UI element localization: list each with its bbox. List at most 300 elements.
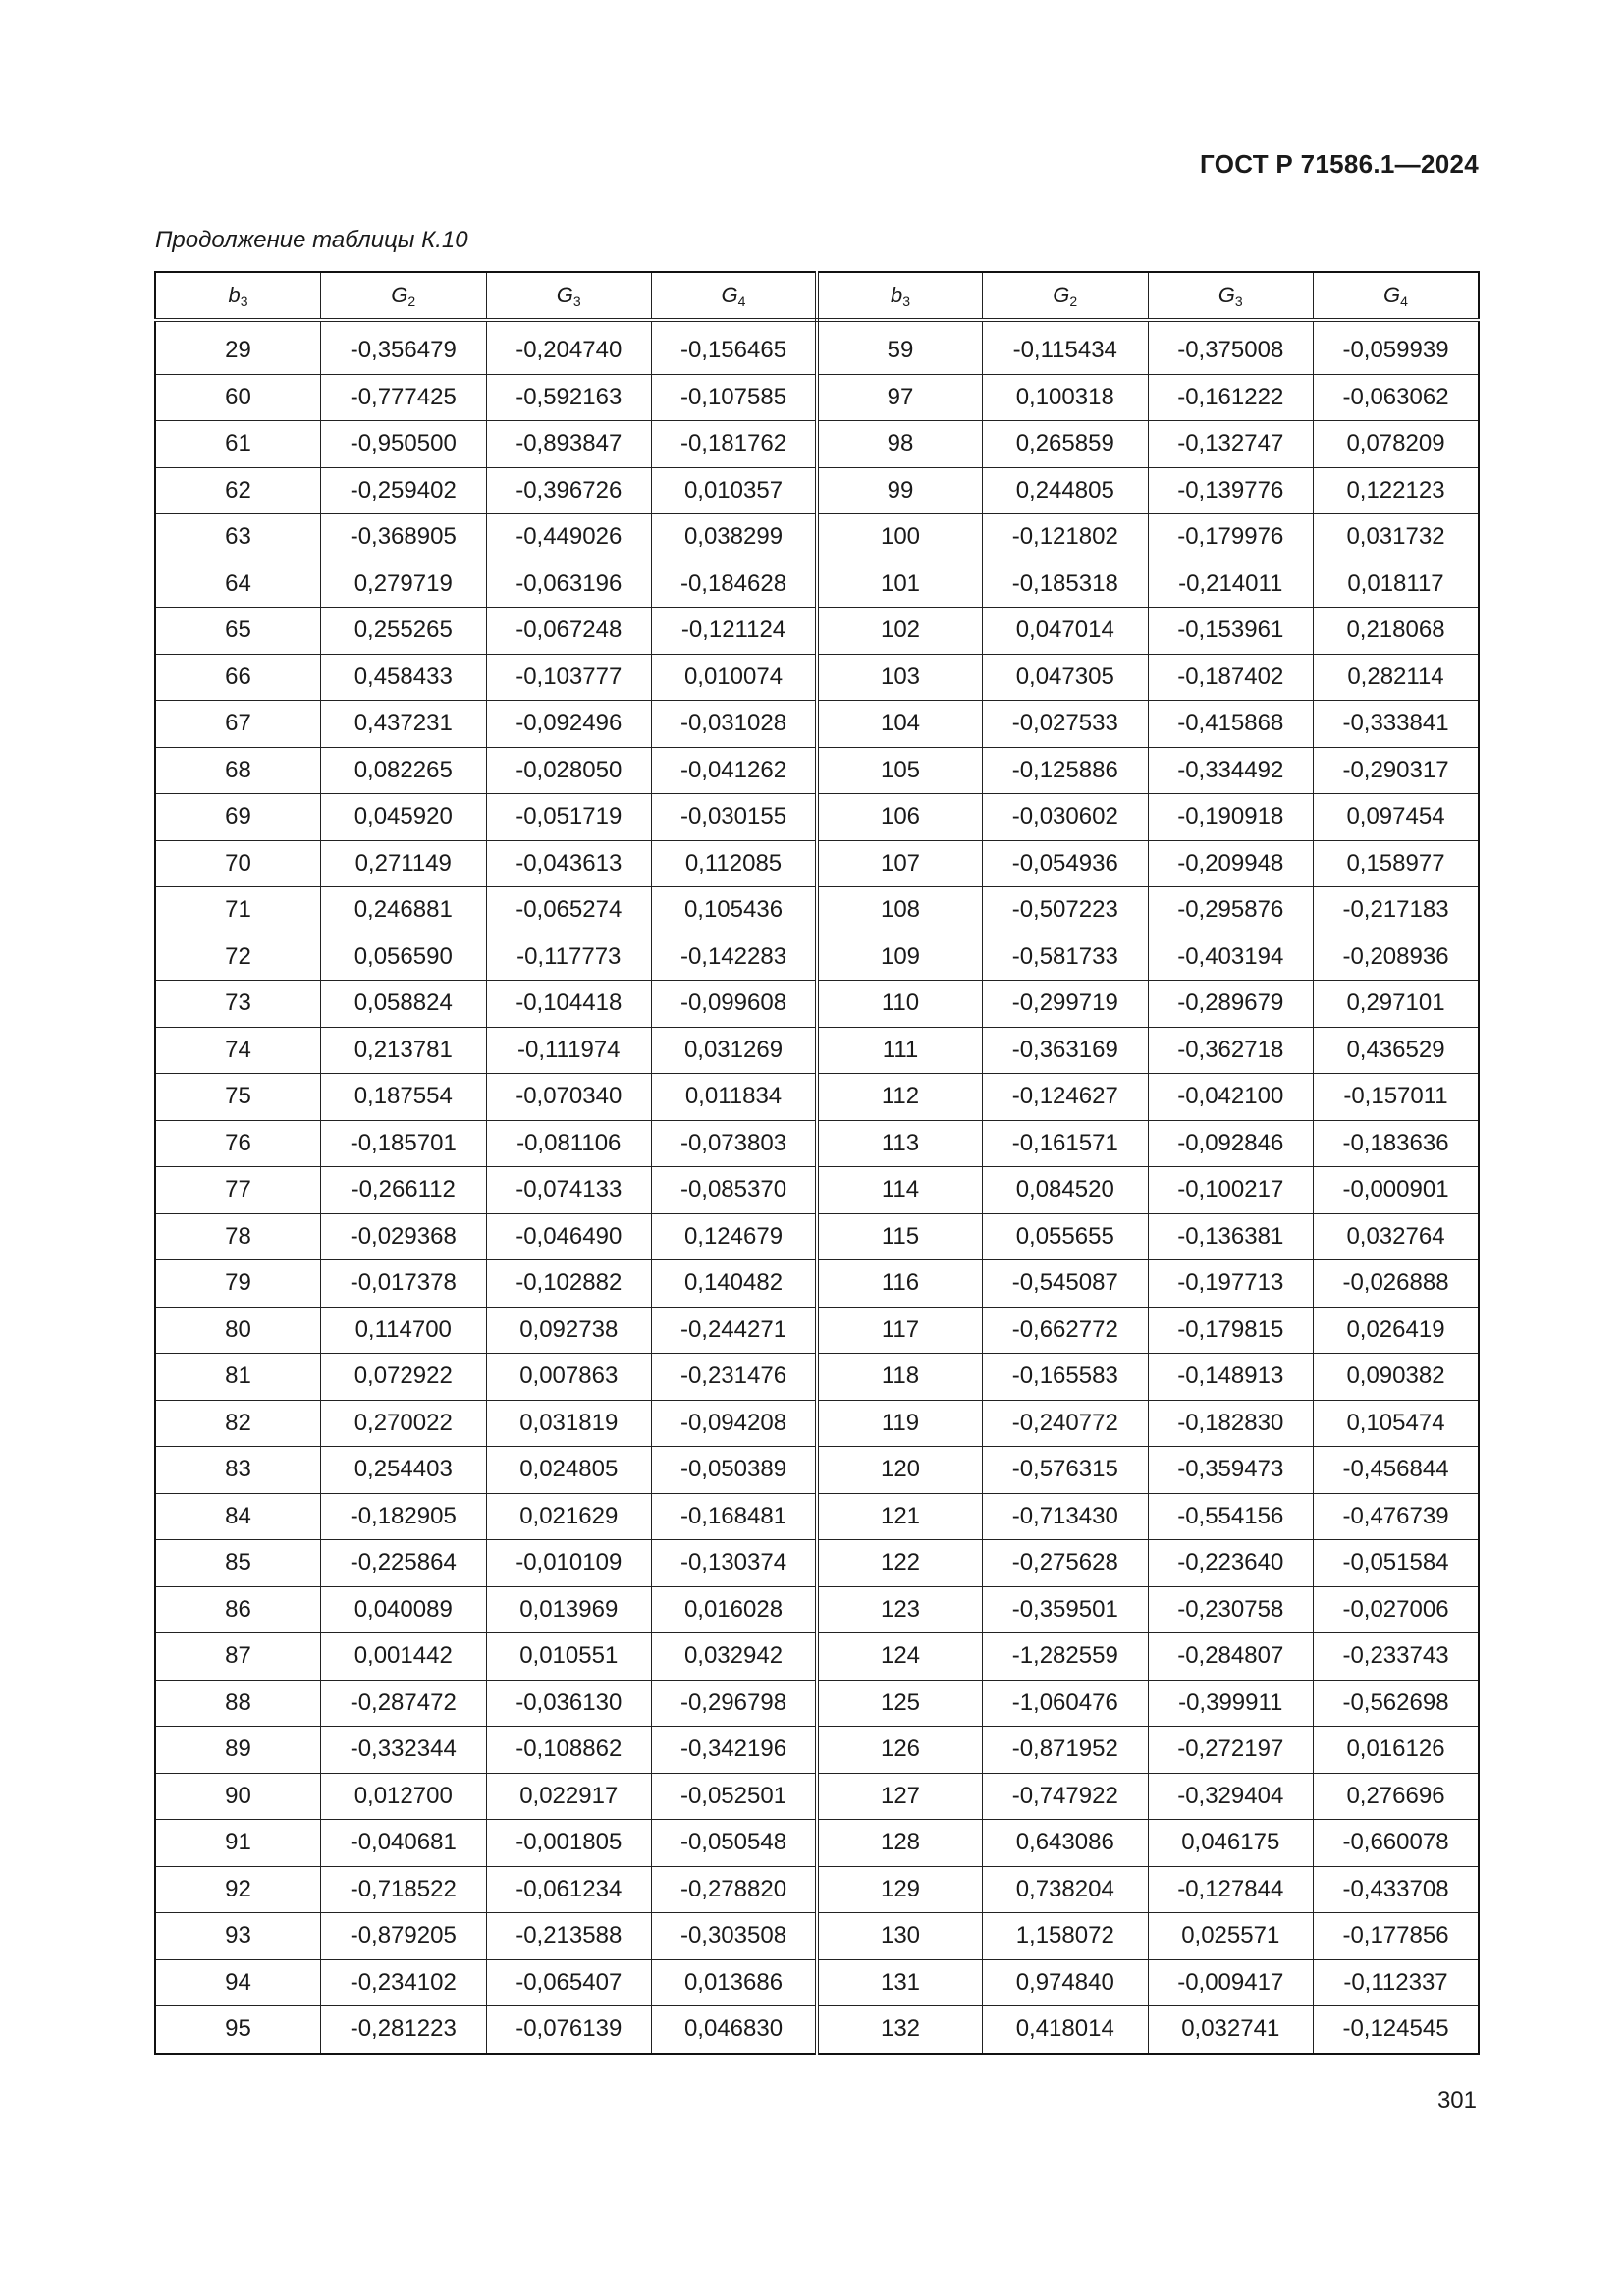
table-cell: -0,272197 xyxy=(1148,1727,1314,1774)
table-row xyxy=(155,561,1479,608)
table-cell: -0,092496 xyxy=(486,701,652,748)
table-cell: 0,255265 xyxy=(321,608,487,655)
table-cell: -0,161571 xyxy=(983,1120,1149,1167)
table-cell: 0,114700 xyxy=(321,1307,487,1354)
table-cell: 118 xyxy=(817,1354,983,1401)
table-cell: 65 xyxy=(155,608,321,655)
table-cell: -0,102882 xyxy=(486,1260,652,1308)
table-row xyxy=(155,1120,1479,1167)
table-cell: -0,009417 xyxy=(1148,1959,1314,2006)
table-cell: 59 xyxy=(817,320,983,374)
table-cell: -0,368905 xyxy=(321,514,487,561)
table-cell: -0,100217 xyxy=(1148,1167,1314,1214)
table-cell: -0,562698 xyxy=(1314,1680,1480,1727)
table-cell: 122 xyxy=(817,1540,983,1587)
table-cell: 67 xyxy=(155,701,321,748)
table-cell: -0,660078 xyxy=(1314,1820,1480,1867)
table-cell: -0,070340 xyxy=(486,1074,652,1121)
table-cell: 71 xyxy=(155,887,321,934)
table-cell: 68 xyxy=(155,747,321,794)
table-cell: 0,011834 xyxy=(652,1074,818,1121)
table-cell: 87 xyxy=(155,1633,321,1681)
table-cell: -0,303508 xyxy=(652,1913,818,1960)
table-cell: -0,259402 xyxy=(321,467,487,514)
table-cell: -0,111974 xyxy=(486,1027,652,1074)
table-cell: -0,342196 xyxy=(652,1727,818,1774)
table-cell: 0,032942 xyxy=(652,1633,818,1681)
table-cell: -0,356479 xyxy=(321,320,487,374)
table-cell: -0,554156 xyxy=(1148,1493,1314,1540)
table-cell: -0,290317 xyxy=(1314,747,1480,794)
table-cell: -0,190918 xyxy=(1148,794,1314,841)
table-cell: -0,148913 xyxy=(1148,1354,1314,1401)
table-cell: 0,024805 xyxy=(486,1447,652,1494)
table-cell: 78 xyxy=(155,1213,321,1260)
table-cell: -0,284807 xyxy=(1148,1633,1314,1681)
table-cell: 110 xyxy=(817,981,983,1028)
table-cell: -0,104418 xyxy=(486,981,652,1028)
table-cell: 114 xyxy=(817,1167,983,1214)
table-cell: -0,121124 xyxy=(652,608,818,655)
table-cell: -0,067248 xyxy=(486,608,652,655)
table-cell: 102 xyxy=(817,608,983,655)
table-cell: -0,713430 xyxy=(983,1493,1149,1540)
table-cell: -0,576315 xyxy=(983,1447,1149,1494)
table-cell: 82 xyxy=(155,1400,321,1447)
table-cell: 0,643086 xyxy=(983,1820,1149,1867)
column-header: $G_3$ xyxy=(1148,272,1314,320)
table-cell: 113 xyxy=(817,1120,983,1167)
table-cell: -0,296798 xyxy=(652,1680,818,1727)
table-cell: -0,001805 xyxy=(486,1820,652,1867)
table-cell: 0,010551 xyxy=(486,1633,652,1681)
table-cell: 0,013686 xyxy=(652,1959,818,2006)
table-cell: -0,051719 xyxy=(486,794,652,841)
table-cell: -0,545087 xyxy=(983,1260,1149,1308)
table-row xyxy=(155,1773,1479,1820)
table-cell: 61 xyxy=(155,421,321,468)
table-cell: 117 xyxy=(817,1307,983,1354)
table-cell: 123 xyxy=(817,1586,983,1633)
table-cell: 92 xyxy=(155,1866,321,1913)
table-row xyxy=(155,1727,1479,1774)
table-cell: 101 xyxy=(817,561,983,608)
table-cell: -0,950500 xyxy=(321,421,487,468)
table-cell: 64 xyxy=(155,561,321,608)
table-cell: -0,092846 xyxy=(1148,1120,1314,1167)
table-cell: -0,125886 xyxy=(983,747,1149,794)
table-cell: 99 xyxy=(817,467,983,514)
table-cell: -0,244271 xyxy=(652,1307,818,1354)
table-cell: -0,289679 xyxy=(1148,981,1314,1028)
table-cell: 129 xyxy=(817,1866,983,1913)
table-cell: -0,181762 xyxy=(652,421,818,468)
document-code: ГОСТ Р 71586.1—2024 xyxy=(1200,149,1479,179)
table-cell: 69 xyxy=(155,794,321,841)
table-cell: -0,581733 xyxy=(983,934,1149,981)
table-cell: -0,161222 xyxy=(1148,374,1314,421)
table-cell: 95 xyxy=(155,2006,321,2054)
table-cell: 0,213781 xyxy=(321,1027,487,1074)
table-cell: 0,016028 xyxy=(652,1586,818,1633)
table-cell: -0,026888 xyxy=(1314,1260,1480,1308)
table-cell: 0,265859 xyxy=(983,421,1149,468)
table-cell: 0,055655 xyxy=(983,1213,1149,1260)
table-cell: -0,094208 xyxy=(652,1400,818,1447)
table-cell: 0,072922 xyxy=(321,1354,487,1401)
table-cell: 94 xyxy=(155,1959,321,2006)
table-cell: -0,275628 xyxy=(983,1540,1149,1587)
table-cell: -0,156465 xyxy=(652,320,818,374)
table-cell: 0,418014 xyxy=(983,2006,1149,2054)
table-cell: -0,375008 xyxy=(1148,320,1314,374)
table-cell: -0,112337 xyxy=(1314,1959,1480,2006)
table-cell: 0,010357 xyxy=(652,467,818,514)
table-cell: -0,332344 xyxy=(321,1727,487,1774)
table-cell: -0,139776 xyxy=(1148,467,1314,514)
table-cell: -0,185701 xyxy=(321,1120,487,1167)
table-cell: -0,197713 xyxy=(1148,1260,1314,1308)
table-row xyxy=(155,1447,1479,1494)
table-cell: 0,246881 xyxy=(321,887,487,934)
table-cell: -0,059939 xyxy=(1314,320,1480,374)
table-cell: -0,052501 xyxy=(652,1773,818,1820)
table-cell: 0,021629 xyxy=(486,1493,652,1540)
table-cell: 116 xyxy=(817,1260,983,1308)
table-cell: 1,158072 xyxy=(983,1913,1149,1960)
table-cell: 0,038299 xyxy=(652,514,818,561)
table-cell: -0,121802 xyxy=(983,514,1149,561)
column-header: $b_3$ xyxy=(817,272,983,320)
table-cell: -0,359473 xyxy=(1148,1447,1314,1494)
table-cell: 0,436529 xyxy=(1314,1027,1480,1074)
table-cell: 0,016126 xyxy=(1314,1727,1480,1774)
table-row xyxy=(155,1213,1479,1260)
table-cell: -0,136381 xyxy=(1148,1213,1314,1260)
table-cell: -0,027533 xyxy=(983,701,1149,748)
table-cell: 0,026419 xyxy=(1314,1307,1480,1354)
table-cell: 112 xyxy=(817,1074,983,1121)
table-row xyxy=(155,1167,1479,1214)
table-row xyxy=(155,1400,1479,1447)
table-row xyxy=(155,654,1479,701)
table-row xyxy=(155,320,1479,374)
table-cell: -0,217183 xyxy=(1314,887,1480,934)
table-cell: -0,225864 xyxy=(321,1540,487,1587)
table-cell: -0,065274 xyxy=(486,887,652,934)
table-cell: -0,185318 xyxy=(983,561,1149,608)
table-cell: -0,433708 xyxy=(1314,1866,1480,1913)
table-cell: 98 xyxy=(817,421,983,468)
table-row xyxy=(155,701,1479,748)
table-row xyxy=(155,1493,1479,1540)
table-cell: -0,299719 xyxy=(983,981,1149,1028)
table-cell: -0,747922 xyxy=(983,1773,1149,1820)
table-cell: 106 xyxy=(817,794,983,841)
table-cell: -0,208936 xyxy=(1314,934,1480,981)
table-cell: -0,076139 xyxy=(486,2006,652,2054)
table-cell: -0,132747 xyxy=(1148,421,1314,468)
table-cell: -1,282559 xyxy=(983,1633,1149,1681)
table-cell: -0,187402 xyxy=(1148,654,1314,701)
table-row xyxy=(155,1959,1479,2006)
table-cell: -0,063062 xyxy=(1314,374,1480,421)
table-cell: 0,218068 xyxy=(1314,608,1480,655)
table-cell: -0,177856 xyxy=(1314,1913,1480,1960)
table-row xyxy=(155,514,1479,561)
table-cell: -0,108862 xyxy=(486,1727,652,1774)
table-cell: -0,718522 xyxy=(321,1866,487,1913)
table-cell: -0,103777 xyxy=(486,654,652,701)
table-cell: -0,074133 xyxy=(486,1167,652,1214)
table-cell: 91 xyxy=(155,1820,321,1867)
table-cell: 0,112085 xyxy=(652,840,818,887)
table-cell: -0,287472 xyxy=(321,1680,487,1727)
table-cell: 0,012700 xyxy=(321,1773,487,1820)
table-row xyxy=(155,1074,1479,1121)
table-cell: -0,415868 xyxy=(1148,701,1314,748)
table-row xyxy=(155,1354,1479,1401)
table-cell: 84 xyxy=(155,1493,321,1540)
table-cell: 0,271149 xyxy=(321,840,487,887)
header-row xyxy=(155,272,1479,320)
table-cell: -0,042100 xyxy=(1148,1074,1314,1121)
table-cell: 0,187554 xyxy=(321,1074,487,1121)
column-header: $G_4$ xyxy=(652,272,818,320)
table-cell: -0,117773 xyxy=(486,934,652,981)
column-header: $G_2$ xyxy=(983,272,1149,320)
table-cell: 0,045920 xyxy=(321,794,487,841)
table-cell: -0,099608 xyxy=(652,981,818,1028)
table-cell: -0,030155 xyxy=(652,794,818,841)
table-cell: 119 xyxy=(817,1400,983,1447)
table-cell: 0,244805 xyxy=(983,467,1149,514)
table-caption: Продолжение таблицы К.10 xyxy=(155,227,468,253)
table-cell: -0,085370 xyxy=(652,1167,818,1214)
table-cell: -0,043613 xyxy=(486,840,652,887)
table-cell: -0,027006 xyxy=(1314,1586,1480,1633)
table-cell: -0,182905 xyxy=(321,1493,487,1540)
table-cell: 105 xyxy=(817,747,983,794)
table-cell: 29 xyxy=(155,320,321,374)
table-cell: -0,153961 xyxy=(1148,608,1314,655)
table-cell: -0,329404 xyxy=(1148,1773,1314,1820)
table-cell: 131 xyxy=(817,1959,983,2006)
table-cell: -0,507223 xyxy=(983,887,1149,934)
table-cell: 115 xyxy=(817,1213,983,1260)
table-cell: 0,124679 xyxy=(652,1213,818,1260)
table-cell: -0,777425 xyxy=(321,374,487,421)
table-row xyxy=(155,374,1479,421)
table-cell: -0,168481 xyxy=(652,1493,818,1540)
table-cell: -0,142283 xyxy=(652,934,818,981)
table-cell: 109 xyxy=(817,934,983,981)
table-cell: 0,100318 xyxy=(983,374,1149,421)
table-cell: 74 xyxy=(155,1027,321,1074)
table-cell: -0,028050 xyxy=(486,747,652,794)
table-row xyxy=(155,421,1479,468)
table-cell: 0,097454 xyxy=(1314,794,1480,841)
table-cell: 0,140482 xyxy=(652,1260,818,1308)
table-cell: -0,223640 xyxy=(1148,1540,1314,1587)
table-cell: 0,282114 xyxy=(1314,654,1480,701)
table-cell: -0,399911 xyxy=(1148,1680,1314,1727)
table-cell: 0,092738 xyxy=(486,1307,652,1354)
table-cell: 73 xyxy=(155,981,321,1028)
table-cell: -0,046490 xyxy=(486,1213,652,1260)
table-cell: -0,054936 xyxy=(983,840,1149,887)
table-cell: -0,204740 xyxy=(486,320,652,374)
table-row xyxy=(155,1586,1479,1633)
table-cell: 0,090382 xyxy=(1314,1354,1480,1401)
table-row xyxy=(155,1820,1479,1867)
column-header: $G_3$ xyxy=(486,272,652,320)
table-cell: -0,124627 xyxy=(983,1074,1149,1121)
table-cell: 0,056590 xyxy=(321,934,487,981)
table-cell: -1,060476 xyxy=(983,1680,1149,1727)
table-cell: -0,183636 xyxy=(1314,1120,1480,1167)
table-cell: -0,214011 xyxy=(1148,561,1314,608)
table-cell: -0,184628 xyxy=(652,561,818,608)
table-row xyxy=(155,1680,1479,1727)
table-cell: 93 xyxy=(155,1913,321,1960)
table-cell: -0,065407 xyxy=(486,1959,652,2006)
table-cell: -0,165583 xyxy=(983,1354,1149,1401)
table-cell: 0,040089 xyxy=(321,1586,487,1633)
table-cell: 100 xyxy=(817,514,983,561)
table-cell: 0,047305 xyxy=(983,654,1149,701)
table-cell: 0,270022 xyxy=(321,1400,487,1447)
table-cell: 0,084520 xyxy=(983,1167,1149,1214)
table-cell: 0,031732 xyxy=(1314,514,1480,561)
table-cell: 0,001442 xyxy=(321,1633,487,1681)
table-cell: 0,105474 xyxy=(1314,1400,1480,1447)
table-cell: 0,254403 xyxy=(321,1447,487,1494)
table-row xyxy=(155,1540,1479,1587)
table-cell: 0,078209 xyxy=(1314,421,1480,468)
table-cell: -0,115434 xyxy=(983,320,1149,374)
table-cell: -0,456844 xyxy=(1314,1447,1480,1494)
table-cell: -0,036130 xyxy=(486,1680,652,1727)
table-cell: 0,031269 xyxy=(652,1027,818,1074)
table-cell: -0,050548 xyxy=(652,1820,818,1867)
table-cell: -0,041262 xyxy=(652,747,818,794)
table-cell: -0,209948 xyxy=(1148,840,1314,887)
table-cell: 0,046175 xyxy=(1148,1820,1314,1867)
table-cell: -0,000901 xyxy=(1314,1167,1480,1214)
table-cell: -0,029368 xyxy=(321,1213,487,1260)
table-cell: -0,051584 xyxy=(1314,1540,1480,1587)
table-cell: 132 xyxy=(817,2006,983,2054)
table-cell: -0,240772 xyxy=(983,1400,1149,1447)
table-cell: -0,231476 xyxy=(652,1354,818,1401)
table-row xyxy=(155,1260,1479,1308)
table-cell: -0,030602 xyxy=(983,794,1149,841)
table-cell: -0,157011 xyxy=(1314,1074,1480,1121)
table-cell: -0,063196 xyxy=(486,561,652,608)
table-cell: -0,879205 xyxy=(321,1913,487,1960)
table-row xyxy=(155,981,1479,1028)
table-cell: -0,295876 xyxy=(1148,887,1314,934)
table-cell: -0,871952 xyxy=(983,1727,1149,1774)
table-cell: 0,458433 xyxy=(321,654,487,701)
table-cell: 0,018117 xyxy=(1314,561,1480,608)
table-cell: 0,738204 xyxy=(983,1866,1149,1913)
table-cell: 0,082265 xyxy=(321,747,487,794)
table-cell: 70 xyxy=(155,840,321,887)
table-cell: -0,359501 xyxy=(983,1586,1149,1633)
table-cell: 0,974840 xyxy=(983,1959,1149,2006)
table-cell: 0,031819 xyxy=(486,1400,652,1447)
table-row xyxy=(155,1866,1479,1913)
table-cell: 107 xyxy=(817,840,983,887)
table-cell: -0,010109 xyxy=(486,1540,652,1587)
table-cell: 0,022917 xyxy=(486,1773,652,1820)
table-cell: -0,592163 xyxy=(486,374,652,421)
table-cell: 0,279719 xyxy=(321,561,487,608)
table-cell: 0,122123 xyxy=(1314,467,1480,514)
table-cell: -0,031028 xyxy=(652,701,818,748)
table-cell: -0,124545 xyxy=(1314,2006,1480,2054)
table-cell: 0,437231 xyxy=(321,701,487,748)
table-cell: 75 xyxy=(155,1074,321,1121)
table-cell: -0,061234 xyxy=(486,1866,652,1913)
table-cell: -0,281223 xyxy=(321,2006,487,2054)
table-cell: 125 xyxy=(817,1680,983,1727)
table-cell: 0,013969 xyxy=(486,1586,652,1633)
table-cell: -0,234102 xyxy=(321,1959,487,2006)
table-cell: 62 xyxy=(155,467,321,514)
table-cell: 60 xyxy=(155,374,321,421)
table-cell: 86 xyxy=(155,1586,321,1633)
table-row xyxy=(155,1027,1479,1074)
table-cell: -0,107585 xyxy=(652,374,818,421)
table-row xyxy=(155,1307,1479,1354)
table-cell: 126 xyxy=(817,1727,983,1774)
table-cell: 111 xyxy=(817,1027,983,1074)
table-cell: 80 xyxy=(155,1307,321,1354)
table-cell: -0,179815 xyxy=(1148,1307,1314,1354)
table-cell: -0,662772 xyxy=(983,1307,1149,1354)
table-row xyxy=(155,608,1479,655)
column-header: $G_2$ xyxy=(321,272,487,320)
column-header: $G_4$ xyxy=(1314,272,1480,320)
table-cell: 121 xyxy=(817,1493,983,1540)
table-cell: -0,050389 xyxy=(652,1447,818,1494)
table-cell: -0,893847 xyxy=(486,421,652,468)
table-cell: 127 xyxy=(817,1773,983,1820)
table-row xyxy=(155,1913,1479,1960)
table-cell: 0,007863 xyxy=(486,1354,652,1401)
table-cell: 72 xyxy=(155,934,321,981)
table-row xyxy=(155,467,1479,514)
table-cell: -0,363169 xyxy=(983,1027,1149,1074)
table-cell: -0,179976 xyxy=(1148,514,1314,561)
table-cell: -0,182830 xyxy=(1148,1400,1314,1447)
table-cell: -0,334492 xyxy=(1148,747,1314,794)
column-header: $b_3$ xyxy=(155,272,321,320)
table-cell: 0,297101 xyxy=(1314,981,1480,1028)
table-cell: -0,213588 xyxy=(486,1913,652,1960)
table-cell: 0,158977 xyxy=(1314,840,1480,887)
table-row xyxy=(155,1633,1479,1681)
table-cell: 0,105436 xyxy=(652,887,818,934)
page-number: 301 xyxy=(1436,2087,1477,2113)
table-cell: 88 xyxy=(155,1680,321,1727)
table-cell: -0,040681 xyxy=(321,1820,487,1867)
table-row xyxy=(155,934,1479,981)
table-cell: 0,032764 xyxy=(1314,1213,1480,1260)
